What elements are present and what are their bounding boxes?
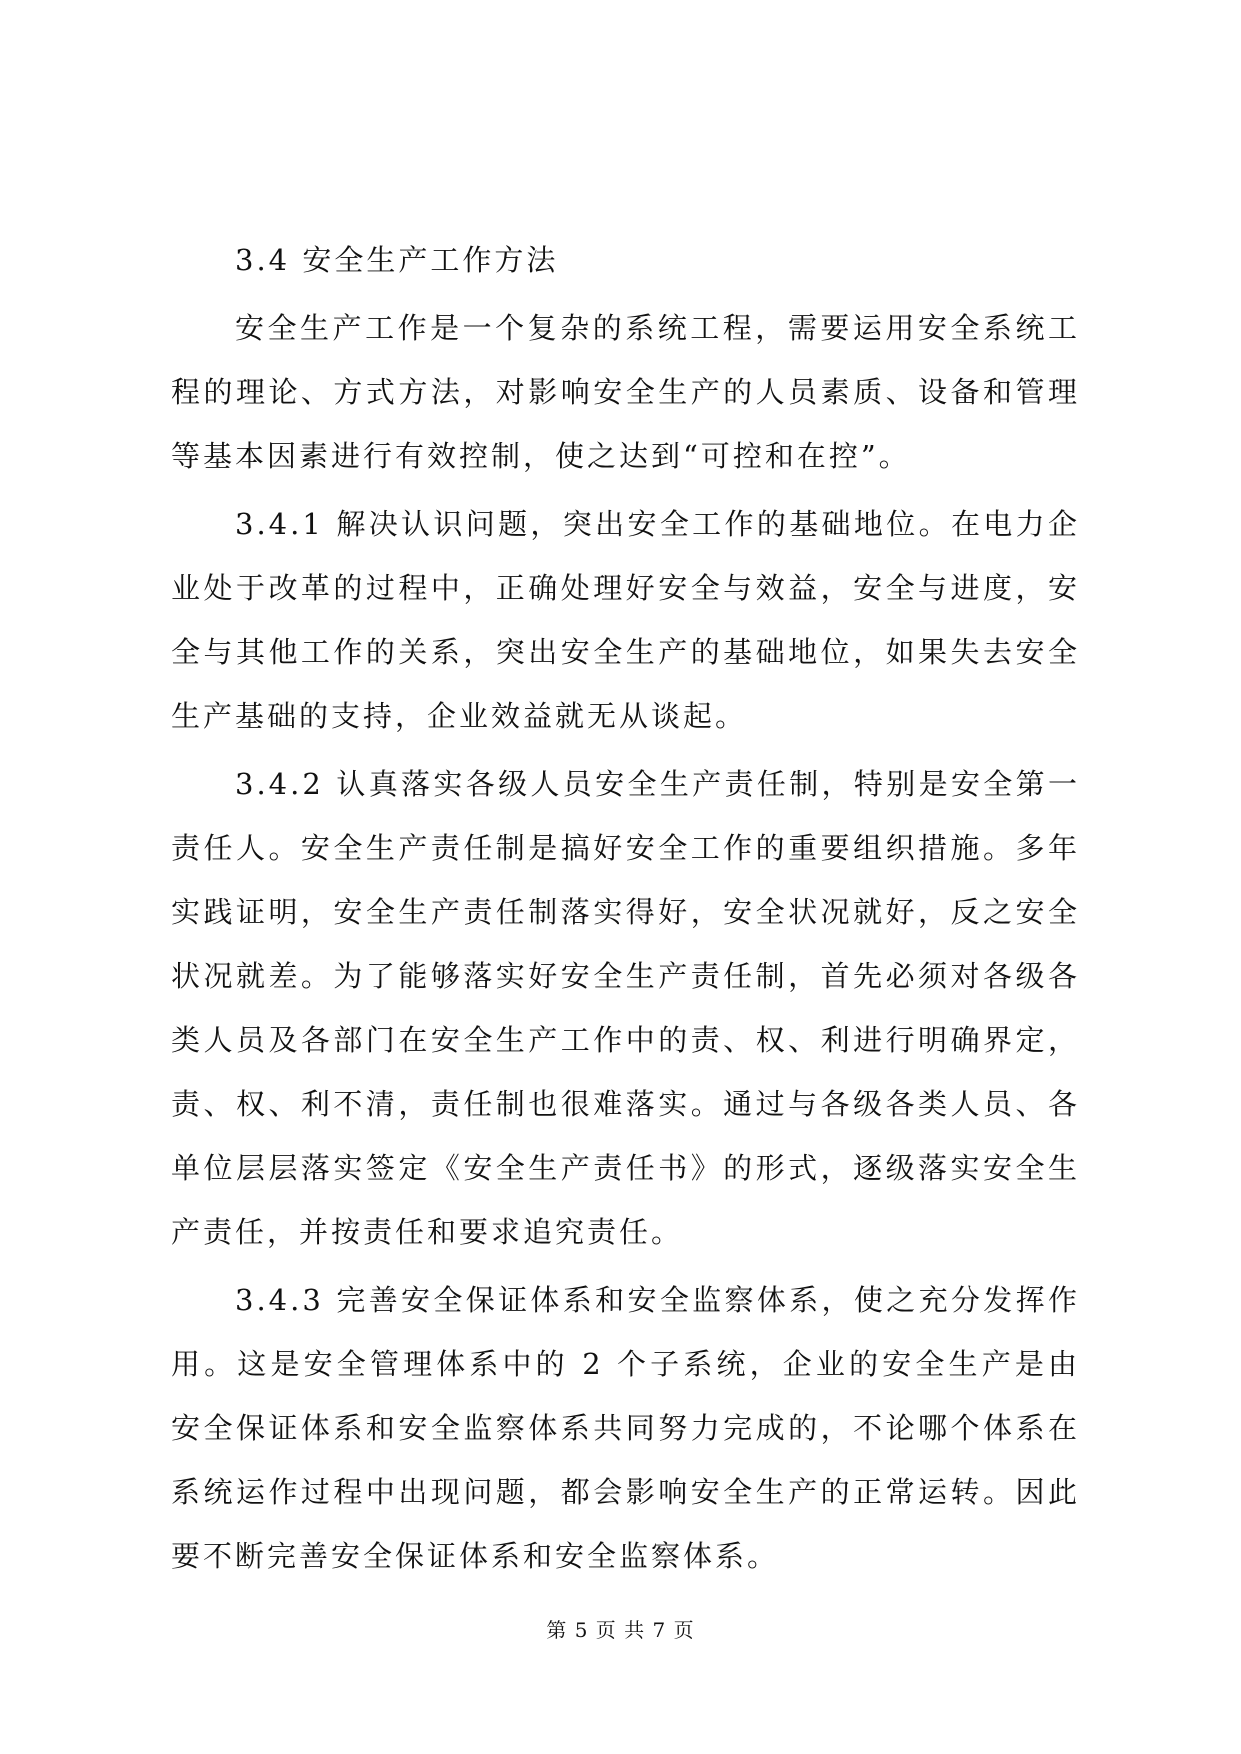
section-heading: 3.4 安全生产工作方法 — [235, 243, 559, 277]
page-total: 共 7 页 — [624, 1618, 695, 1642]
paragraph-3-4-3: 3.4.3 完善安全保证体系和安全监察体系，使之充分发挥作用。这是安全管理体系中的 2 个子系统，企业的安全生产是由安全保证体系和安全监察体系共同努力完成的，不论哪个体系在系统运作过程中出现问题，都会影响安全生产的正常运转。因此要不断完善安全保证体系和安全监察体系。 — [171, 1283, 1080, 1573]
paragraph-intro: 安全生产工作是一个复杂的系统工程，需要运用安全系统工程的理论、方式方法，对影响安全生产的人员素质、设备和管理等基本因素进行有效控制，使之达到“可控和在控”。 — [171, 311, 1080, 473]
page-number: 第 5 页 — [546, 1618, 617, 1642]
page-footer — [0, 1616, 1241, 1644]
paragraph-3-4-2: 3.4.2 认真落实各级人员安全生产责任制，特别是安全第一责任人。安全生产责任制是搞好安全工作的重要组织措施。多年实践证明，安全生产责任制落实得好，安全状况就好，反之安全状况就差。为了能够落实好安全生产责任制，首先必须对各级各类人员及各部门在安全生产工作中的责、权、利进行明确界定，责、权、利不清，责任制也很难落实。通过与各级各类人员、各单位层层落实签定《安全生产责任书》的形式，逐级落实安全生产责任，并按责任和要求追究责任。 — [171, 767, 1080, 1249]
paragraph-3-4-1: 3.4.1 解决认识问题，突出安全工作的基础地位。在电力企业处于改革的过程中，正确处理好安全与效益，安全与进度，安全与其他工作的关系，突出安全生产的基础地位，如果失去安全生产基础的支持，企业效益就无从谈起。 — [171, 507, 1080, 733]
document-body — [171, 228, 1080, 1588]
